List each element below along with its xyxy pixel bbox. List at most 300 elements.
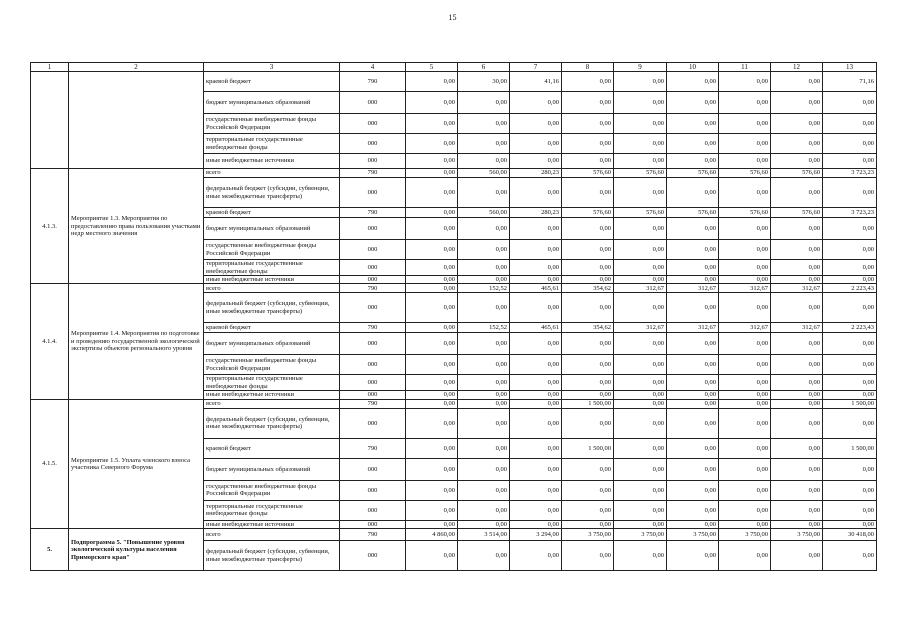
value-cell: 0,00 (406, 323, 458, 333)
value-cell: 312,67 (614, 323, 667, 333)
value-cell: 465,61 (510, 323, 562, 333)
value-cell: 0,00 (719, 480, 771, 500)
value-cell: 0,00 (771, 408, 823, 438)
value-cell: 1 500,00 (823, 438, 877, 458)
value-cell: 0,00 (406, 218, 458, 240)
funding-source: краевой бюджет (204, 438, 340, 458)
value-cell: 0,00 (614, 114, 667, 134)
budget-code: 790 (340, 208, 406, 218)
value-cell: 3 723,23 (823, 208, 877, 218)
value-cell: 0,00 (458, 260, 510, 276)
budget-code: 000 (340, 275, 406, 283)
value-cell: 0,00 (406, 284, 458, 293)
value-cell: 576,60 (614, 208, 667, 218)
value-cell: 0,00 (406, 178, 458, 208)
value-cell: 3 750,00 (667, 529, 719, 541)
value-cell: 0,00 (614, 260, 667, 276)
value-cell: 0,00 (562, 391, 614, 399)
item-title: Мероприятие 1.3. Мероприятия по предоставлению права пользования участками недр местного значения (69, 169, 204, 284)
value-cell: 0,00 (458, 293, 510, 323)
value-cell: 0,00 (510, 458, 562, 480)
value-cell: 0,00 (771, 72, 823, 92)
value-cell: 0,00 (667, 293, 719, 323)
value-cell: 3 294,00 (510, 529, 562, 541)
value-cell: 0,00 (823, 178, 877, 208)
value-cell: 0,00 (719, 154, 771, 169)
value-cell: 41,16 (510, 72, 562, 92)
funding-source: федеральный бюджет (субсидии, субвенции, иные межбюджетные трансферты) (204, 541, 340, 571)
value-cell: 30 418,00 (823, 529, 877, 541)
header-cell: 8 (562, 63, 614, 72)
value-cell: 576,60 (667, 208, 719, 218)
table-row (31, 72, 877, 92)
value-cell: 0,00 (614, 240, 667, 260)
value-cell: 0,00 (667, 134, 719, 154)
value-cell: 0,00 (719, 438, 771, 458)
value-cell: 0,00 (510, 134, 562, 154)
value-cell: 0,00 (823, 154, 877, 169)
value-cell: 0,00 (406, 208, 458, 218)
value-cell: 0,00 (614, 355, 667, 375)
funding-source: государственные внебюджетные фонды Российской Федерации (204, 480, 340, 500)
value-cell: 0,00 (510, 218, 562, 240)
value-cell: 0,00 (771, 260, 823, 276)
funding-source: иные внебюджетные источники (204, 154, 340, 169)
item-title: Мероприятие 1.5. Уплата членского взноса участника Северного Форума (69, 399, 204, 528)
value-cell: 0,00 (719, 375, 771, 391)
value-cell: 0,00 (719, 458, 771, 480)
value-cell: 0,00 (823, 260, 877, 276)
value-cell: 0,00 (771, 134, 823, 154)
value-cell: 0,00 (510, 500, 562, 520)
value-cell: 0,00 (458, 408, 510, 438)
funding-source: иные внебюджетные источники (204, 275, 340, 283)
value-cell: 0,00 (771, 218, 823, 240)
value-cell: 0,00 (614, 92, 667, 114)
value-cell: 0,00 (667, 260, 719, 276)
value-cell: 0,00 (667, 408, 719, 438)
value-cell: 0,00 (771, 154, 823, 169)
value-cell: 0,00 (823, 92, 877, 114)
value-cell: 0,00 (614, 541, 667, 571)
value-cell: 0,00 (614, 480, 667, 500)
value-cell: 0,00 (458, 355, 510, 375)
budget-code: 000 (340, 500, 406, 520)
value-cell: 0,00 (562, 218, 614, 240)
value-cell: 0,00 (562, 240, 614, 260)
funding-source: всего (204, 284, 340, 293)
value-cell: 576,60 (562, 208, 614, 218)
value-cell: 2 223,43 (823, 323, 877, 333)
budget-code: 790 (340, 72, 406, 92)
value-cell: 0,00 (823, 114, 877, 134)
value-cell: 0,00 (771, 114, 823, 134)
value-cell: 0,00 (406, 480, 458, 500)
value-cell: 0,00 (823, 275, 877, 283)
value-cell: 0,00 (406, 541, 458, 571)
value-cell: 0,00 (614, 408, 667, 438)
funding-source: иные внебюджетные источники (204, 391, 340, 399)
value-cell: 0,00 (406, 355, 458, 375)
value-cell: 465,61 (510, 284, 562, 293)
value-cell: 3 750,00 (719, 529, 771, 541)
value-cell: 0,00 (562, 333, 614, 355)
value-cell: 312,67 (771, 323, 823, 333)
funding-source: государственные внебюджетные фонды Российской Федерации (204, 355, 340, 375)
value-cell: 0,00 (719, 541, 771, 571)
budget-code: 790 (340, 529, 406, 541)
value-cell: 0,00 (614, 391, 667, 399)
value-cell: 0,00 (614, 438, 667, 458)
value-cell: 0,00 (823, 355, 877, 375)
value-cell: 280,23 (510, 208, 562, 218)
value-cell: 0,00 (406, 399, 458, 408)
value-cell: 0,00 (823, 293, 877, 323)
value-cell: 0,00 (510, 375, 562, 391)
value-cell: 0,00 (458, 391, 510, 399)
value-cell: 0,00 (614, 178, 667, 208)
budget-code: 000 (340, 520, 406, 528)
value-cell: 354,62 (562, 323, 614, 333)
value-cell: 3 750,00 (614, 529, 667, 541)
value-cell: 0,00 (719, 72, 771, 92)
value-cell: 0,00 (823, 408, 877, 438)
value-cell: 0,00 (614, 333, 667, 355)
value-cell: 0,00 (667, 399, 719, 408)
value-cell: 312,67 (614, 284, 667, 293)
value-cell: 0,00 (510, 275, 562, 283)
value-cell: 0,00 (406, 375, 458, 391)
value-cell: 576,60 (614, 169, 667, 178)
value-cell: 0,00 (823, 480, 877, 500)
budget-table (30, 62, 877, 571)
value-cell: 0,00 (719, 399, 771, 408)
value-cell: 0,00 (510, 293, 562, 323)
funding-source: территориальные государственные внебюджетные фонды (204, 375, 340, 391)
value-cell: 0,00 (667, 114, 719, 134)
value-cell: 0,00 (562, 408, 614, 438)
value-cell: 312,67 (667, 284, 719, 293)
value-cell: 0,00 (406, 333, 458, 355)
value-cell: 0,00 (458, 154, 510, 169)
header-cell: 4 (340, 63, 406, 72)
header-cell: 3 (204, 63, 340, 72)
value-cell: 0,00 (719, 114, 771, 134)
value-cell: 0,00 (458, 541, 510, 571)
value-cell: 0,00 (667, 240, 719, 260)
budget-code: 000 (340, 458, 406, 480)
header-cell: 10 (667, 63, 719, 72)
value-cell: 0,00 (771, 375, 823, 391)
value-cell: 0,00 (771, 458, 823, 480)
budget-code: 000 (340, 114, 406, 134)
value-cell: 0,00 (406, 293, 458, 323)
budget-code: 000 (340, 391, 406, 399)
table-row (31, 529, 877, 541)
value-cell: 0,00 (614, 134, 667, 154)
value-cell: 0,00 (771, 333, 823, 355)
value-cell: 0,00 (406, 134, 458, 154)
header-cell: 5 (406, 63, 458, 72)
value-cell: 312,67 (719, 284, 771, 293)
value-cell: 0,00 (458, 520, 510, 528)
value-cell: 0,00 (406, 275, 458, 283)
value-cell: 0,00 (771, 293, 823, 323)
funding-source: государственные внебюджетные фонды Российской Федерации (204, 240, 340, 260)
value-cell: 0,00 (510, 178, 562, 208)
budget-code: 000 (340, 134, 406, 154)
value-cell: 0,00 (458, 240, 510, 260)
value-cell: 0,00 (458, 275, 510, 283)
value-cell: 0,00 (510, 92, 562, 114)
value-cell: 0,00 (823, 391, 877, 399)
value-cell: 0,00 (719, 260, 771, 276)
value-cell: 152,52 (458, 284, 510, 293)
value-cell: 280,23 (510, 169, 562, 178)
budget-code: 790 (340, 169, 406, 178)
funding-source: федеральный бюджет (субсидии, субвенции, иные межбюджетные трансферты) (204, 293, 340, 323)
budget-code: 000 (340, 408, 406, 438)
value-cell: 0,00 (719, 333, 771, 355)
value-cell: 0,00 (406, 92, 458, 114)
funding-source: государственные внебюджетные фонды Российской Федерации (204, 114, 340, 134)
funding-source: краевой бюджет (204, 208, 340, 218)
value-cell: 0,00 (667, 355, 719, 375)
value-cell: 0,00 (406, 438, 458, 458)
value-cell: 0,00 (823, 218, 877, 240)
value-cell: 0,00 (667, 391, 719, 399)
header-cell: 11 (719, 63, 771, 72)
value-cell: 0,00 (614, 218, 667, 240)
value-cell: 0,00 (771, 399, 823, 408)
item-code (31, 72, 69, 169)
budget-code: 000 (340, 480, 406, 500)
value-cell: 0,00 (562, 260, 614, 276)
value-cell: 0,00 (562, 178, 614, 208)
value-cell: 0,00 (614, 293, 667, 323)
value-cell: 1 500,00 (562, 438, 614, 458)
value-cell: 0,00 (510, 114, 562, 134)
value-cell: 0,00 (823, 240, 877, 260)
value-cell: 0,00 (771, 178, 823, 208)
budget-code: 000 (340, 333, 406, 355)
funding-source: краевой бюджет (204, 72, 340, 92)
value-cell: 30,00 (458, 72, 510, 92)
value-cell: 0,00 (719, 218, 771, 240)
value-cell: 0,00 (406, 72, 458, 92)
header-cell: 1 (31, 63, 69, 72)
value-cell: 3 750,00 (562, 529, 614, 541)
value-cell: 0,00 (562, 72, 614, 92)
value-cell: 0,00 (458, 375, 510, 391)
value-cell: 0,00 (823, 541, 877, 571)
value-cell: 0,00 (614, 154, 667, 169)
value-cell: 0,00 (719, 293, 771, 323)
header-cell: 12 (771, 63, 823, 72)
funding-source: бюджет муниципальных образований (204, 218, 340, 240)
header-cell: 9 (614, 63, 667, 72)
item-code: 4.1.3. (31, 169, 69, 284)
value-cell: 0,00 (771, 480, 823, 500)
value-cell: 0,00 (406, 240, 458, 260)
value-cell: 0,00 (562, 134, 614, 154)
header-cell: 2 (69, 63, 204, 72)
budget-code: 000 (340, 541, 406, 571)
value-cell: 0,00 (562, 458, 614, 480)
header-cell: 6 (458, 63, 510, 72)
value-cell: 0,00 (406, 520, 458, 528)
value-cell: 0,00 (458, 178, 510, 208)
value-cell: 0,00 (510, 438, 562, 458)
value-cell: 0,00 (458, 458, 510, 480)
value-cell: 0,00 (614, 72, 667, 92)
value-cell: 0,00 (510, 260, 562, 276)
funding-source: краевой бюджет (204, 323, 340, 333)
value-cell: 0,00 (510, 520, 562, 528)
header-row (31, 63, 877, 72)
value-cell: 0,00 (667, 480, 719, 500)
budget-code: 000 (340, 178, 406, 208)
value-cell: 0,00 (823, 520, 877, 528)
value-cell: 152,52 (458, 323, 510, 333)
value-cell: 0,00 (510, 333, 562, 355)
budget-code: 790 (340, 284, 406, 293)
value-cell: 0,00 (667, 218, 719, 240)
value-cell: 0,00 (510, 355, 562, 375)
value-cell: 0,00 (667, 520, 719, 528)
funding-source: всего (204, 169, 340, 178)
value-cell: 0,00 (771, 438, 823, 458)
item-title: Подпрограмма 5. "Повышение уровня экологической культуры населения Приморского края" (69, 529, 204, 571)
value-cell: 0,00 (719, 520, 771, 528)
value-cell: 0,00 (771, 520, 823, 528)
value-cell: 0,00 (562, 480, 614, 500)
value-cell: 0,00 (667, 458, 719, 480)
budget-code: 000 (340, 92, 406, 114)
value-cell: 576,60 (771, 208, 823, 218)
budget-code: 000 (340, 154, 406, 169)
value-cell: 0,00 (458, 333, 510, 355)
budget-code: 000 (340, 260, 406, 276)
value-cell: 0,00 (719, 408, 771, 438)
value-cell: 312,67 (719, 323, 771, 333)
value-cell: 0,00 (614, 275, 667, 283)
value-cell: 560,00 (458, 208, 510, 218)
value-cell: 0,00 (458, 480, 510, 500)
value-cell: 3 723,23 (823, 169, 877, 178)
value-cell: 0,00 (771, 275, 823, 283)
value-cell: 0,00 (823, 458, 877, 480)
table-row (31, 169, 877, 178)
value-cell: 0,00 (458, 438, 510, 458)
value-cell: 0,00 (510, 541, 562, 571)
funding-source: бюджет муниципальных образований (204, 333, 340, 355)
value-cell: 576,60 (719, 208, 771, 218)
value-cell: 0,00 (667, 178, 719, 208)
value-cell: 0,00 (510, 408, 562, 438)
item-code: 5. (31, 529, 69, 571)
budget-code: 790 (340, 323, 406, 333)
value-cell: 0,00 (458, 134, 510, 154)
value-cell: 0,00 (667, 438, 719, 458)
value-cell: 0,00 (562, 500, 614, 520)
funding-source: иные внебюджетные источники (204, 520, 340, 528)
funding-source: федеральный бюджет (субсидии, субвенции, иные межбюджетные трансферты) (204, 408, 340, 438)
value-cell: 1 500,00 (562, 399, 614, 408)
budget-code: 790 (340, 399, 406, 408)
header-cell: 13 (823, 63, 877, 72)
value-cell: 0,00 (562, 275, 614, 283)
value-cell: 0,00 (719, 500, 771, 520)
page-number: 15 (448, 13, 457, 22)
funding-source: всего (204, 529, 340, 541)
funding-source: всего (204, 399, 340, 408)
value-cell: 0,00 (510, 391, 562, 399)
value-cell: 0,00 (458, 500, 510, 520)
value-cell: 312,67 (667, 323, 719, 333)
header-cell: 7 (510, 63, 562, 72)
value-cell: 71,16 (823, 72, 877, 92)
value-cell: 0,00 (667, 333, 719, 355)
value-cell: 0,00 (562, 114, 614, 134)
value-cell: 2 223,43 (823, 284, 877, 293)
value-cell: 0,00 (823, 134, 877, 154)
value-cell: 0,00 (771, 541, 823, 571)
funding-source: бюджет муниципальных образований (204, 458, 340, 480)
value-cell: 0,00 (562, 375, 614, 391)
value-cell: 0,00 (719, 178, 771, 208)
value-cell: 0,00 (510, 399, 562, 408)
value-cell: 0,00 (562, 541, 614, 571)
budget-code: 000 (340, 240, 406, 260)
value-cell: 0,00 (719, 355, 771, 375)
budget-code: 790 (340, 438, 406, 458)
funding-source: федеральный бюджет (субсидии, субвенции, иные межбюджетные трансферты) (204, 178, 340, 208)
value-cell: 0,00 (510, 154, 562, 169)
value-cell: 312,67 (771, 284, 823, 293)
value-cell: 0,00 (667, 154, 719, 169)
value-cell: 0,00 (406, 154, 458, 169)
value-cell: 0,00 (771, 500, 823, 520)
value-cell: 0,00 (614, 399, 667, 408)
value-cell: 0,00 (406, 391, 458, 399)
value-cell: 0,00 (614, 375, 667, 391)
value-cell: 4 860,00 (406, 529, 458, 541)
item-code: 4.1.4. (31, 284, 69, 399)
budget-code: 000 (340, 218, 406, 240)
value-cell: 0,00 (406, 500, 458, 520)
budget-code: 000 (340, 293, 406, 323)
value-cell: 0,00 (458, 92, 510, 114)
value-cell: 0,00 (771, 391, 823, 399)
value-cell: 354,62 (562, 284, 614, 293)
value-cell: 0,00 (719, 275, 771, 283)
funding-source: бюджет муниципальных образований (204, 92, 340, 114)
item-title (69, 72, 204, 169)
value-cell: 0,00 (562, 355, 614, 375)
item-code: 4.1.5. (31, 399, 69, 528)
value-cell: 0,00 (614, 520, 667, 528)
value-cell: 0,00 (667, 72, 719, 92)
value-cell: 0,00 (614, 500, 667, 520)
value-cell: 0,00 (458, 218, 510, 240)
value-cell: 0,00 (406, 408, 458, 438)
value-cell: 0,00 (667, 275, 719, 283)
value-cell: 0,00 (406, 169, 458, 178)
value-cell: 576,60 (719, 169, 771, 178)
value-cell: 0,00 (667, 541, 719, 571)
value-cell: 560,00 (458, 169, 510, 178)
